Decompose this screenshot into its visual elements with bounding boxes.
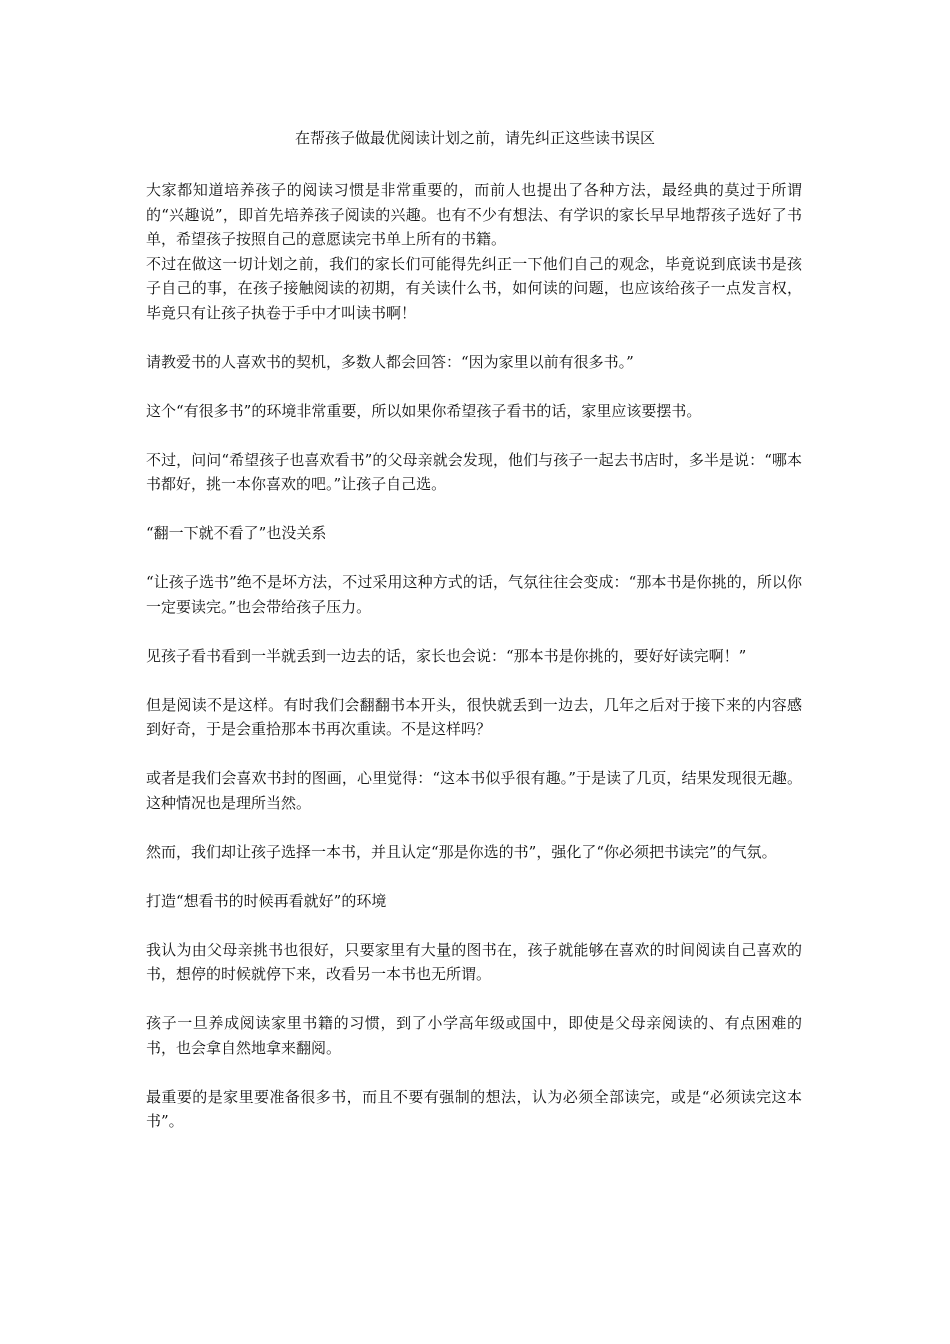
section-heading-environment: 打造“想看书的时候再看就好”的环境	[146, 891, 387, 910]
document-body	[146, 178, 802, 1158]
paragraph-intro: 大家都知道培养孩子的阅读习惯是非常重要的，而前人也提出了各种方法，最经典的莫过于所谓的“兴趣说”，即首先培养孩子阅读的兴趣。也有不少有想法、有学识的家长早早地帮孩子选好了书单，希望孩子按照自己的意愿读完书单上所有的书籍。	[146, 181, 802, 248]
paragraph-however: 然而，我们却让孩子选择一本书，并且认定“那是你选的书”，强化了“你必须把书读完”的气氛。	[146, 842, 777, 861]
paragraph-half-read: 见孩子看书看到一半就丢到一边去的话，家长也会说：“那本书是你挑的，要好好读完啊！”	[146, 646, 747, 665]
paragraph-most-important: 最重要的是家里要准备很多书，而且不要有强制的想法，认为必须全部读完，或是“必须读完这本书”。	[146, 1087, 802, 1130]
paragraph-bookstore: 不过，问问“希望孩子也喜欢看书”的父母亲就会发现，他们与孩子一起去书店时，多半是说：“哪本书都好，挑一本你喜欢的吧。”让孩子自己选。	[146, 450, 802, 493]
paragraph-ask-readers: 请教爱书的人喜欢书的契机，多数人都会回答：“因为家里以前有很多书。”	[146, 352, 634, 371]
paragraph-parents-pick: 我认为由父母亲挑书也很好，只要家里有大量的图书在，孩子就能够在喜欢的时间阅读自己喜欢的书，想停的时候就停下来，改看另一本书也无所谓。	[146, 940, 802, 983]
paragraph-plan-note: 不过在做这一切计划之前，我们的家长们可能得先纠正一下他们自己的观念，毕竟说到底读书是孩子自己的事，在孩子接触阅读的初期，有关读什么书，如何读的问题，也应该给孩子一点发言权，毕竟只有让孩子执卷于手中才叫读书啊！	[146, 254, 802, 322]
document-title: 在帮孩子做最优阅读计划之前，请先纠正这些读书误区	[294, 129, 655, 147]
paragraph-choose-books: “让孩子选书”绝不是坏方法，不过采用这种方式的话，气氛往往会变成：“那本书是你挑的，所以你一定要读完。”也会带给孩子压力。	[146, 573, 802, 616]
paragraph-many-books: 这个“有很多书”的环境非常重要，所以如果你希望孩子看书的话，家里应该要摆书。	[146, 401, 702, 420]
paragraph-cover-art: 或者是我们会喜欢书封的图画，心里觉得：“这本书似乎很有趣。”于是读了几页，结果发现很无趣。这种情况也是理所当然。	[146, 769, 802, 812]
paragraph-habit: 孩子一旦养成阅读家里书籍的习惯，到了小学高年级或国中，即使是父母亲阅读的、有点困难的书，也会拿自然地拿来翻阅。	[146, 1014, 802, 1057]
section-heading-flip: “翻一下就不看了”也没关系	[146, 524, 327, 542]
paragraph-reading-not-so: 但是阅读不是这样。有时我们会翻翻书本开头，很快就丢到一边去，几年之后对于接下来的内容感到好奇，于是会重拾那本书再次重读。不是这样吗？	[146, 695, 802, 738]
